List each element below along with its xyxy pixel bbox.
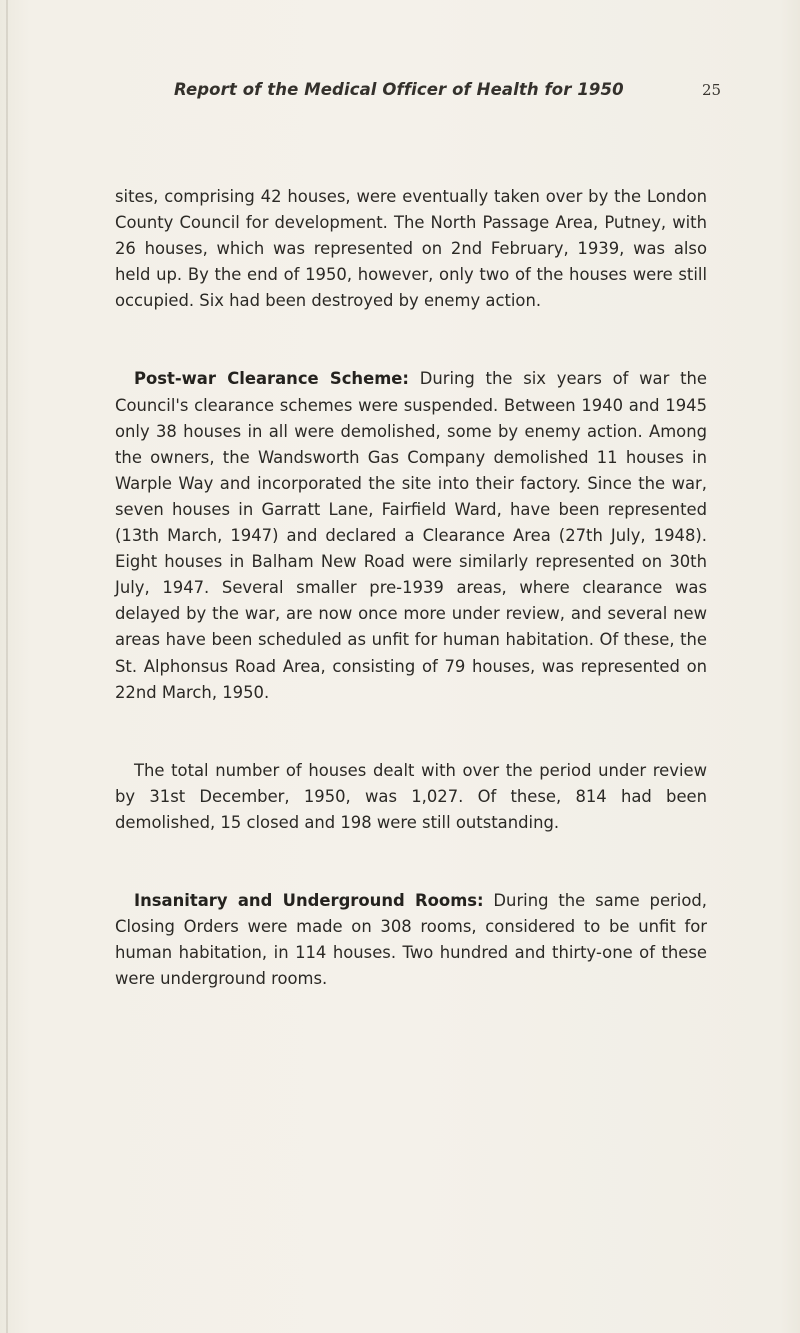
running-title: Report of the Medical Officer of Health for 1950 xyxy=(174,80,624,99)
paragraph-text: The total number of houses dealt with over the period under review by 31st December, 1950, was 1,027. Of these, 814 had been demolished, 15 closed and 198 were still outstanding. xyxy=(115,760,707,832)
paragraph-post-war-clearance xyxy=(115,366,707,705)
paragraph-total-houses xyxy=(115,758,707,836)
paragraph-heading: Post-war Clearance Scheme: xyxy=(134,369,409,389)
paragraph-insanitary-rooms xyxy=(115,888,707,992)
paragraph-text: During the same period, Closing Orders were made on 308 rooms, considered to be unfit for human habitation, in 114 houses. Two hundred and thirty-one of these were underground rooms. xyxy=(115,890,707,989)
page-header xyxy=(0,80,800,106)
paragraph-heading: Insanitary and Underground Rooms: xyxy=(134,890,484,910)
paragraph-text: sites, comprising 42 houses, were eventually taken over by the London County Council for development. The North Passage Area, Putney, with 26 houses, which was represented on 2nd February, 1939, was also held up. By the end of 1950, however, only two of the houses were still occupied. Six had been destroyed by enemy action. xyxy=(115,187,707,311)
paragraph-sites-continuation xyxy=(115,184,707,314)
page-number: 25 xyxy=(702,81,722,99)
page-edge-shadow xyxy=(6,0,8,1333)
paragraph-text: During the six years of war the Council's clearance schemes were suspended. Between 1940 and 1945 only 38 houses in all were demolished, some by enemy action. Among the owners, the Wandsworth Gas Company demolished 11 houses in Warple Way and incorporated the site into their factory. Since the war, seven houses in Garratt Lane, Fairfield Ward, have been represented (13th March, 1947) and declared a Clearance Area (27th July, 1948). Eight houses in Balham New Road were similarly represented on 30th July, 1947. Several smaller pre-1939 areas, where clearance was delayed by the war, are now once more under review, and several new areas have been scheduled as unfit for human habitation. Of these, the St. Alphonsus Road Area, consisting of 79 houses, was represented on 22nd March, 1950. xyxy=(115,369,707,702)
body-text xyxy=(115,184,707,992)
